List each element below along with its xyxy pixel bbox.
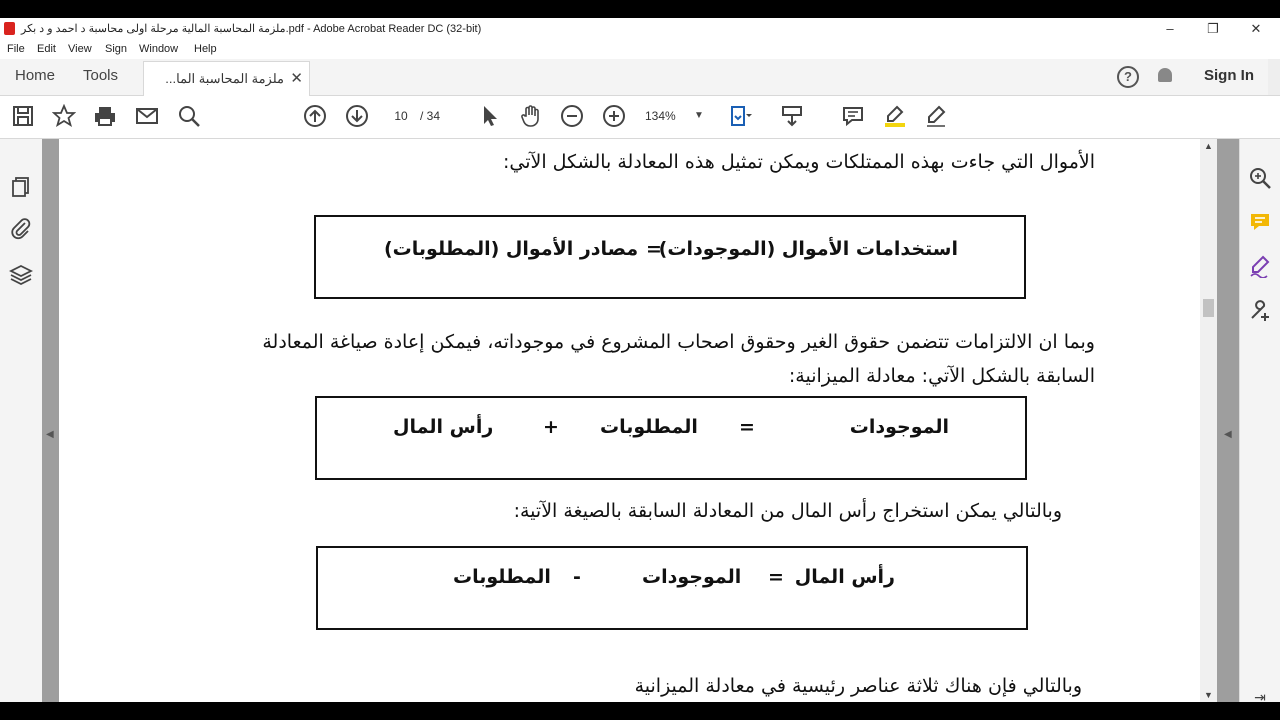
scroll-mode-icon[interactable] [780, 104, 804, 128]
scroll-up-arrow-icon[interactable]: ▲ [1204, 141, 1213, 151]
tab-home[interactable]: Home [15, 67, 56, 84]
zoom-tool-icon[interactable] [1248, 166, 1272, 190]
collapse-tools-pane-icon[interactable]: ⇥ [1254, 689, 1266, 702]
right-tools-pane [1239, 139, 1280, 702]
paragraph-line-6: وبالتالي فإن هناك ثلاثة عناصر رئيسية في معادلة الميزانية [634, 675, 1082, 697]
background-window-strip [1268, 368, 1280, 382]
page-thumbnails-icon[interactable] [9, 175, 33, 199]
document-viewport[interactable] [42, 139, 1239, 702]
title-bar [0, 18, 1280, 40]
tab-document-label: ملزمة المحاسبة الما... [165, 71, 284, 86]
menu-bar [0, 40, 1280, 59]
pdf-page [59, 139, 1202, 702]
eq1-right: مصادر الأموال (المطلوبات) [384, 238, 639, 260]
restore-button[interactable]: ❐ [1207, 21, 1219, 36]
tab-tools[interactable]: Tools [83, 67, 119, 84]
zoom-out-icon[interactable] [560, 104, 584, 128]
layers-icon[interactable] [9, 263, 33, 287]
more-tools-icon[interactable] [1248, 298, 1272, 322]
vertical-scrollbar[interactable] [1200, 139, 1217, 702]
menu-view[interactable]: View [68, 43, 92, 55]
page-down-icon[interactable] [345, 104, 369, 128]
eq3-equals: = [768, 566, 784, 588]
eq3-assets: الموجودات [642, 566, 742, 588]
scrollbar-thumb[interactable] [1203, 299, 1214, 317]
fit-page-icon[interactable] [728, 104, 752, 128]
collapse-right-pane-icon[interactable]: ◀ [1224, 429, 1232, 440]
eq2-capital: رأس المال [393, 416, 494, 438]
pdf-file-icon [4, 22, 15, 35]
tab-bar-scrollbar[interactable] [1268, 59, 1280, 95]
minimize-button[interactable]: – [1166, 21, 1174, 36]
zoom-level[interactable]: 134% [645, 109, 676, 123]
page-number-input[interactable]: 10 [394, 109, 408, 123]
equation-box-1 [314, 215, 1026, 299]
scroll-down-arrow-icon[interactable]: ▼ [1204, 690, 1213, 700]
attachment-icon[interactable] [9, 217, 33, 241]
tab-bar [0, 59, 1280, 96]
eq1-left: استخدامات الأموال (الموجودات) [658, 238, 958, 260]
fill-sign-icon[interactable] [1248, 254, 1272, 278]
window-title: ملزمة المحاسبة المالية مرحلة اولى محاسبة د احمد و د بكر.pdf - Adobe Acrobat Reader DC (32-bit) [21, 23, 482, 35]
menu-help[interactable]: Help [194, 43, 217, 55]
zoom-dropdown-chevron-icon[interactable]: ▼ [694, 110, 704, 121]
equation-box-2 [315, 396, 1027, 480]
page-up-icon[interactable] [303, 104, 327, 128]
eq2-assets: الموجودات [849, 416, 949, 438]
help-icon[interactable]: ? [1117, 66, 1139, 88]
eq2-plus: + [543, 416, 559, 438]
page-total: / 34 [420, 109, 441, 123]
eq1-operator: = [646, 238, 662, 260]
eq3-liabilities: المطلوبات [453, 566, 551, 588]
eq2-equals: = [739, 416, 755, 438]
paragraph-line-3: وبما ان الالتزامات تتضمن حقوق الغير وحقوق اصحاب المشروع في موجوداته، فيمكن إعادة صياغة المعادلة [262, 331, 1095, 353]
menu-window[interactable]: Window [139, 43, 179, 55]
hand-tool-icon[interactable] [519, 104, 543, 128]
menu-edit[interactable]: Edit [37, 43, 56, 55]
bell-icon[interactable] [1158, 68, 1172, 82]
comment-tool-icon[interactable] [1248, 210, 1272, 234]
sign-pen-icon[interactable] [924, 104, 948, 128]
eq3-minus: - [573, 566, 581, 588]
select-cursor-icon[interactable] [478, 104, 502, 128]
save-icon[interactable] [11, 104, 35, 128]
mail-icon[interactable] [135, 104, 159, 128]
menu-file[interactable]: File [7, 43, 25, 55]
acrobat-window [0, 18, 1280, 702]
tab-document[interactable] [143, 61, 310, 96]
toolbar [0, 96, 1280, 139]
collapse-left-pane-icon[interactable]: ◀ [46, 429, 54, 440]
print-icon[interactable] [93, 104, 117, 128]
close-window-button[interactable]: ✕ [1250, 21, 1262, 36]
zoom-in-icon[interactable] [602, 104, 626, 128]
star-icon[interactable] [52, 104, 76, 128]
paragraph-line-5: وبالتالي يمكن استخراج رأس المال من المعادلة السابقة بالصيغة الآتية: [513, 500, 1062, 522]
comment-icon[interactable] [841, 104, 865, 128]
search-icon[interactable] [177, 104, 201, 128]
left-navigation-pane [0, 139, 43, 702]
eq2-liabilities: المطلوبات [600, 416, 698, 438]
close-tab-icon[interactable]: ✕ [290, 70, 303, 87]
paragraph-line-2: الأموال التي جاءت بهذه الممتلكات ويمكن تمثيل هذه المعادلة بالشكل الآتي: [502, 151, 1095, 173]
equation-box-3 [316, 546, 1028, 630]
eq3-capital: رأس المال [794, 566, 895, 588]
highlight-pen-icon[interactable] [883, 104, 907, 128]
paragraph-line-4: السابقة بالشكل الآتي: معادلة الميزانية: [788, 365, 1095, 387]
menu-sign[interactable]: Sign [105, 43, 128, 55]
sign-in-button[interactable]: Sign In [1204, 67, 1254, 84]
